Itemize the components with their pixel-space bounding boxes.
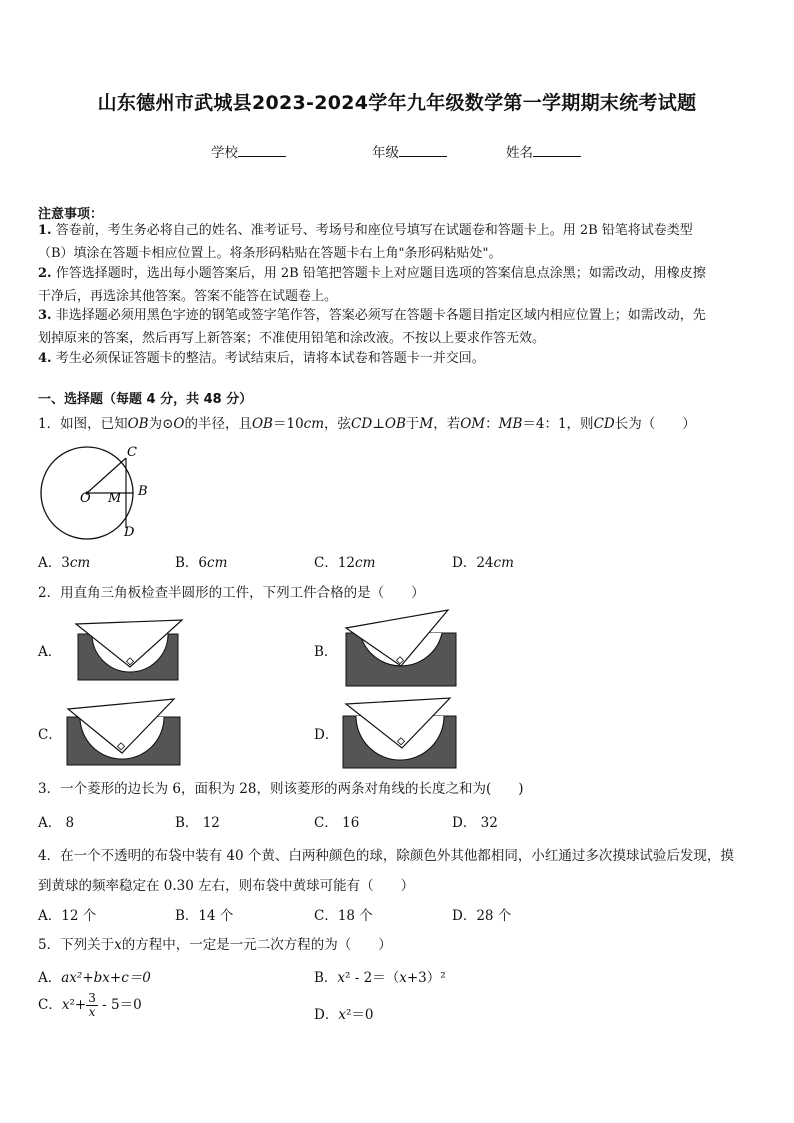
name-blank — [533, 144, 581, 157]
label-d: D — [124, 525, 135, 540]
school-label: 学校 — [211, 145, 238, 161]
q4-option-d: D．28 个 — [452, 908, 512, 924]
q5-option-d: D．x²＝0 — [314, 1007, 374, 1023]
grade-label: 年级 — [372, 145, 399, 161]
q4-option-a: A．12 个 — [38, 908, 97, 924]
q4-option-c: C．18 个 — [314, 908, 373, 924]
school-field — [211, 141, 286, 161]
segment-oc — [87, 458, 126, 493]
notice-item-2 — [38, 262, 758, 308]
label-c: C — [127, 445, 137, 460]
q1-option-a: A．3cm — [38, 555, 91, 571]
q3-option-a: A． 8 — [38, 815, 75, 831]
q2-figure-a — [70, 612, 185, 690]
q4-option-b: B．14 个 — [175, 908, 234, 924]
school-blank — [238, 144, 286, 157]
page-title: 山东德州市武城县2023-2024学年九年级数学第一学期期末统考试题 — [97, 92, 697, 114]
notice-num: 1. — [38, 223, 52, 238]
question-1-stem: 1．如图，已知OB为⊙O的半径，且OB＝10cm，弦CD⊥OB于M，若OM：MB＝4：1，则CD长为（ ） — [38, 416, 696, 432]
notice-item-3 — [38, 304, 758, 350]
question-3-stem: 3．一个菱形的边长为 6，面积为 28，则该菱形的两条对角线的长度之和为( ) — [38, 781, 524, 797]
q3-option-b: B． 12 — [175, 815, 220, 831]
q2-option-d-label: D． — [314, 727, 339, 743]
section-heading: 一、选择题（每题 4 分，共 48 分） — [38, 392, 253, 407]
q5-option-a: A．ax²+bx+c＝0 — [38, 970, 151, 986]
notice-text: 考生必须保证答题卡的整洁。考试结束后，请将本试卷和答题卡一并交回。 — [55, 351, 485, 366]
q2-option-b-label: B． — [314, 644, 338, 660]
label-o: O — [80, 491, 91, 506]
q5-option-b: B．x² - 2＝（x+3）² — [314, 970, 446, 986]
question-5-stem: 5．下列关于x的方程中，一定是一元二次方程的为（ ） — [38, 937, 392, 953]
question-2-stem: 2．用直角三角板检查半圆形的工件，下列工件合格的是（ ） — [38, 585, 425, 601]
q4-line: 到黄球的频率稳定在 0.30 左右，则布袋中黄球可能有（ ） — [38, 878, 415, 894]
q1-option-d: D．24cm — [452, 555, 514, 571]
notice-num: 3. — [38, 308, 52, 323]
question-4-stem — [38, 841, 763, 901]
notice-num: 2. — [38, 266, 52, 281]
q4-line: 4．在一个不透明的布袋中装有 40 个黄、白两种颜色的球，除颜色外其他都相同，小红通过多次摸球试验后发现，摸 — [38, 848, 734, 864]
fraction: $\frac{3}{x}$ — [88, 991, 96, 1019]
notice-text: （B）填涂在答题卡相应位置上。将条形码粘贴在答题卡右上角"条形码粘贴处"。 — [38, 246, 502, 261]
notice-text: 作答选择题时，选出每小题答案后，用 2B 铅笔把答题卡上对应题目选项的答案信息点涂黑；如需改动，用橡皮擦 — [55, 266, 706, 281]
notice-text: 划掉原来的答案，然后再写上新答案；不准使用铅笔和涂改液。不按以上要求作答无效。 — [38, 331, 546, 346]
notice-text: 答卷前，考生务必将自己的姓名、准考证号、考场号和座位号填写在试题卷和答题卡上。用 2B 铅笔将试卷类型 — [55, 223, 693, 238]
grade-blank — [399, 144, 447, 157]
name-field — [506, 141, 581, 161]
name-label: 姓名 — [506, 145, 533, 161]
q2-option-a-label: A． — [38, 644, 62, 660]
q2-figure-c — [62, 695, 187, 770]
notice-text: 非选择题必须用黑色字迹的钢笔或签字笔作答，答案必须写在答题卡各题目指定区域内相应位置上；如需改动，先 — [55, 308, 706, 323]
label-b: B — [138, 484, 148, 499]
notice-item-1 — [38, 219, 758, 265]
q3-option-c: C． 16 — [314, 815, 360, 831]
grade-field — [372, 141, 447, 161]
label-m: M — [108, 491, 122, 506]
q2-figure-b — [338, 606, 463, 691]
notice-heading: 注意事项： — [38, 207, 104, 222]
notice-item-4 — [38, 347, 758, 370]
q2-option-c-label: C． — [38, 727, 62, 743]
q3-option-d: D． 32 — [452, 815, 498, 831]
circle-figure — [30, 440, 160, 540]
q1-option-b: B．6cm — [175, 555, 228, 571]
q5-option-c: C．x²+ $\frac{3}{x} - 5=0$ — [38, 991, 142, 1019]
notice-text: 干净后，再选涂其他答案。答案不能答在试题卷上。 — [38, 289, 338, 304]
notice-num: 4. — [38, 351, 52, 366]
q1-option-c: C．12cm — [314, 555, 376, 571]
q2-figure-d — [338, 692, 463, 772]
